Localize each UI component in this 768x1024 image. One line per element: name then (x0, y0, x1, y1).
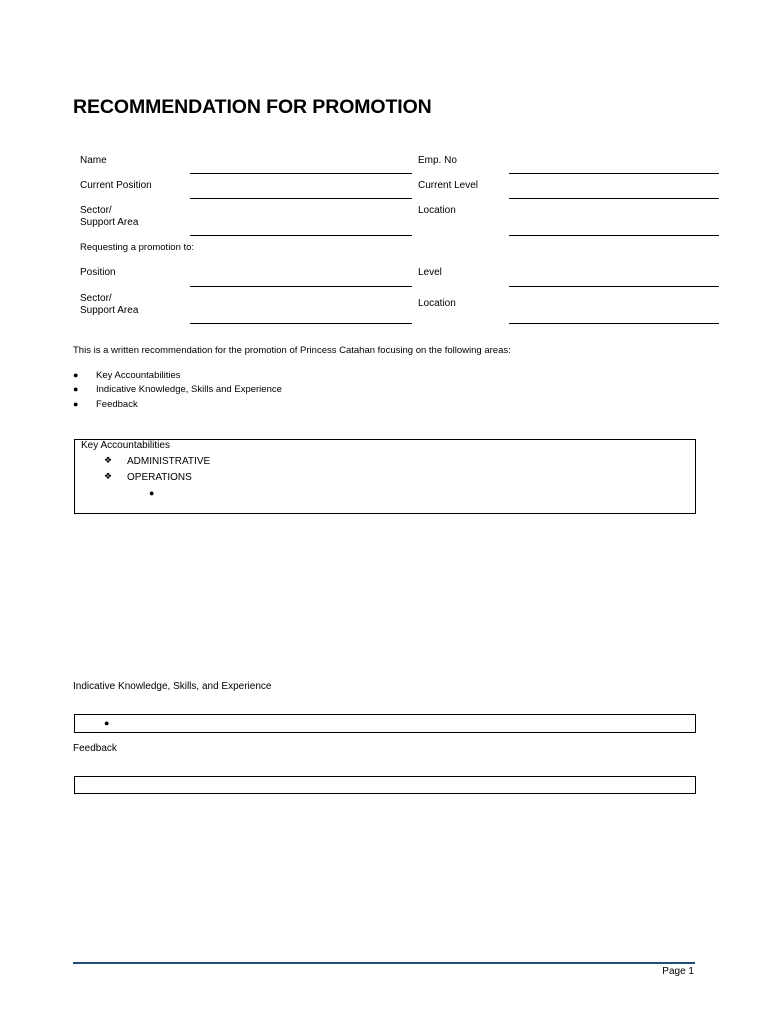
bullet-icon: ● (73, 399, 79, 409)
knowledge-box[interactable] (74, 714, 696, 733)
current-level-field[interactable] (509, 198, 719, 199)
list-item: ❖ OPERATIONS (104, 471, 192, 483)
location2-field[interactable] (509, 323, 719, 324)
document-title: RECOMMENDATION FOR PROMOTION (73, 96, 432, 118)
sector2-label-line1: Sector/ (80, 293, 112, 304)
requesting-label: Requesting a promotion to: (80, 242, 195, 253)
sector-label-line1: Sector/ (80, 205, 112, 216)
location-field[interactable] (509, 235, 719, 236)
footer-divider (73, 962, 695, 964)
diamond-bullet-icon: ❖ (104, 455, 113, 465)
name-field[interactable] (190, 173, 412, 174)
current-position-field[interactable] (190, 198, 412, 199)
position-field[interactable] (190, 286, 412, 287)
position-label: Position (80, 267, 116, 278)
list-item: ● Feedback (73, 399, 138, 410)
sector-label (80, 205, 138, 228)
diamond-bullet-icon: ❖ (104, 471, 113, 481)
sector-field[interactable] (190, 235, 412, 236)
feedback-box[interactable] (74, 776, 696, 794)
location-label: Location (418, 205, 456, 216)
empty-bullet-icon: ● (149, 488, 155, 498)
emp-no-field[interactable] (509, 173, 719, 174)
current-level-label: Current Level (418, 180, 479, 191)
page-number: Page 1 (662, 966, 694, 977)
list-item: ❖ ADMINISTRATIVE (104, 455, 211, 467)
empty-bullet-icon: ● (104, 718, 110, 728)
sector-label-line2: Support Area (80, 216, 139, 228)
level-field[interactable] (509, 286, 719, 287)
sector2-label (80, 293, 138, 316)
level-label: Level (418, 267, 442, 278)
sector2-label-line2: Support Area (80, 304, 139, 316)
sector2-field[interactable] (190, 323, 412, 324)
key-accountabilities-heading: Key Accountabilities (81, 440, 170, 451)
feedback-heading: Feedback (73, 743, 117, 754)
emp-no-label: Emp. No (418, 155, 457, 166)
bullet-icon: ● (73, 384, 79, 394)
list-item: ● Indicative Knowledge, Skills and Experience (73, 384, 282, 395)
location2-label: Location (418, 298, 456, 309)
intro-paragraph: This is a written recommendation for the promotion of Princess Catahan focusing on the following areas: (73, 345, 511, 356)
bullet-icon: ● (73, 370, 79, 380)
list-item: ● Key Accountabilities (73, 370, 181, 381)
knowledge-heading: Indicative Knowledge, Skills, and Experience (73, 681, 272, 692)
key-accountabilities-box[interactable] (74, 439, 696, 514)
name-label: Name (80, 155, 107, 166)
current-position-label: Current Position (80, 180, 152, 191)
